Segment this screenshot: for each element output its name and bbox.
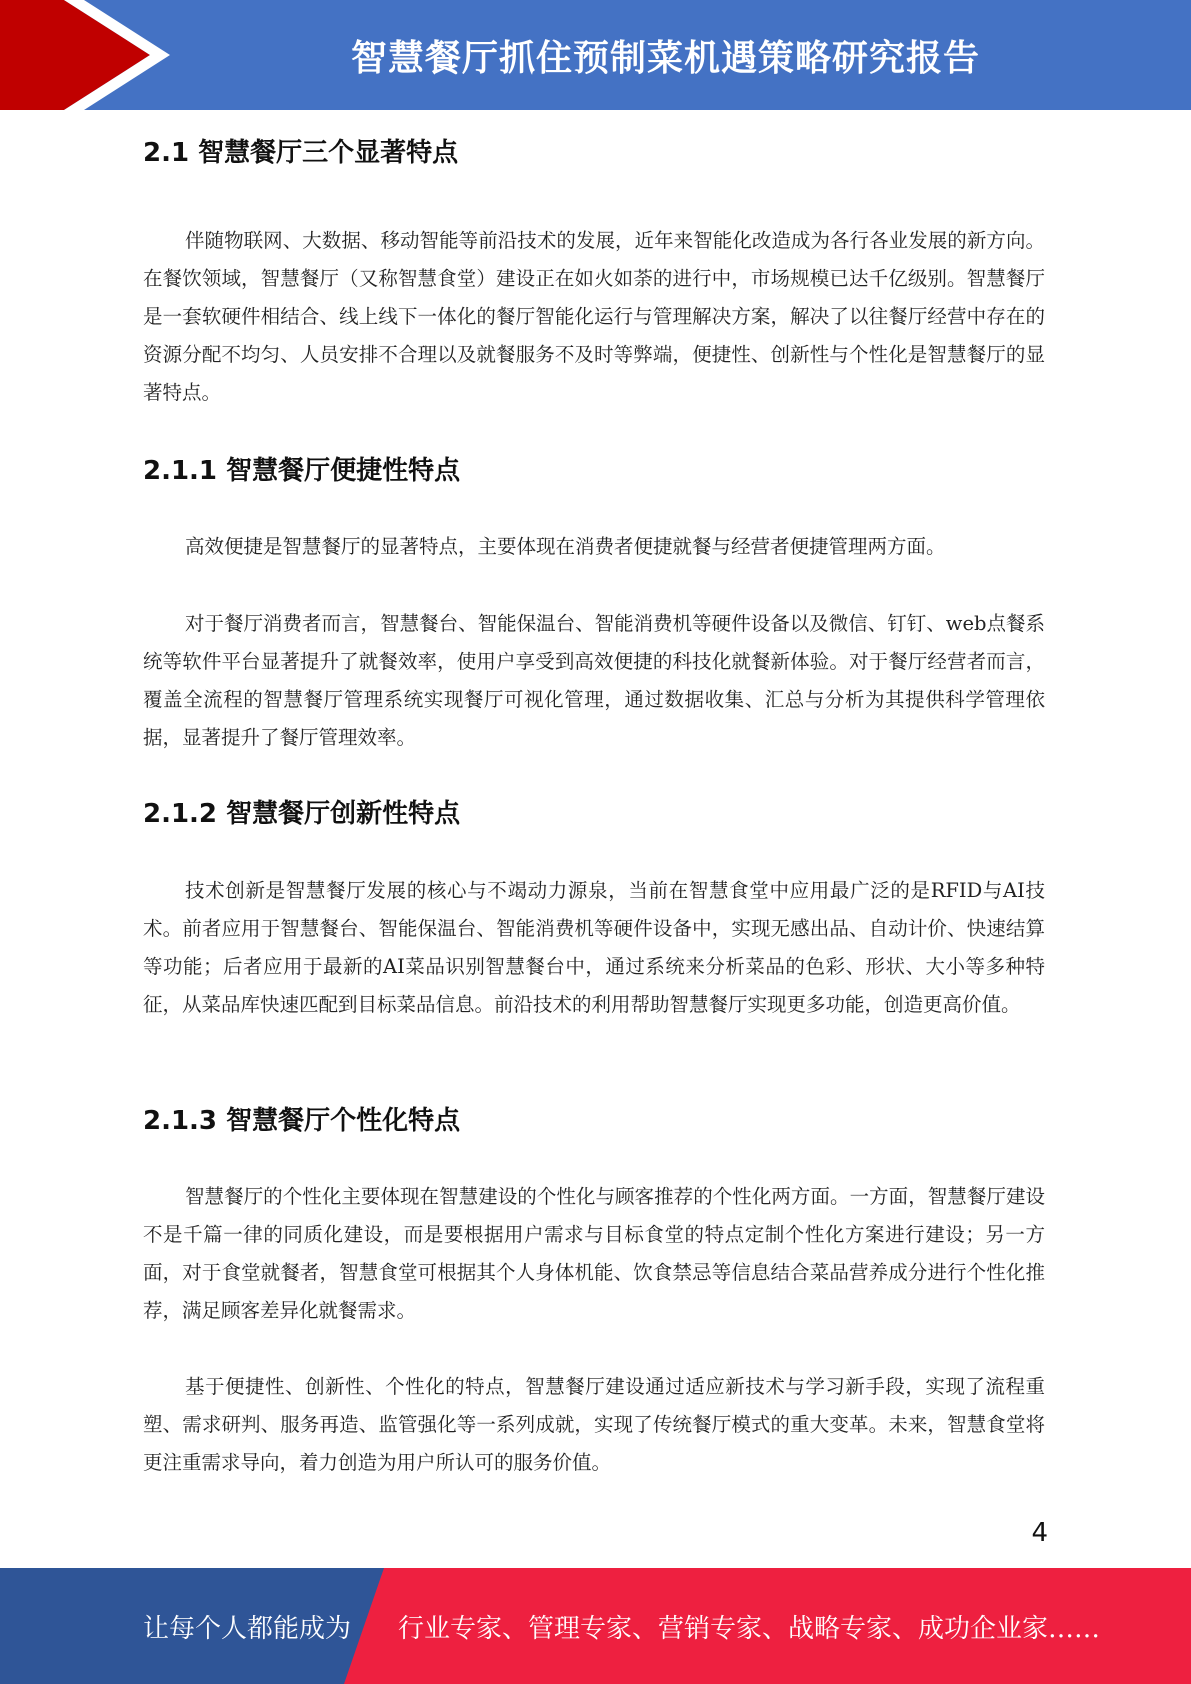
page-footer bbox=[0, 1568, 1191, 1684]
paragraph: 高效便捷是智慧餐厅的显著特点，主要体现在消费者便捷就餐与经营者便捷管理两方面。 bbox=[185, 535, 946, 558]
footer-slogan-left: 让每个人都能成为 bbox=[143, 1613, 352, 1644]
page-header bbox=[0, 0, 1191, 110]
page-number: 4 bbox=[1031, 1518, 1048, 1548]
section-heading: 2.1.1 智慧餐厅便捷性特点 bbox=[143, 456, 461, 486]
paragraph: 基于便捷性、创新性、个性化的特点，智慧餐厅建设通过适应新技术与学习新手段，实现了流程重塑、需求研判、服务再造、监管强化等一系列成就，实现了传统餐厅模式的重大变革。未来，智慧食堂将更注重需求导向，着力创造为用户所认可的服务价值。 bbox=[143, 1375, 1045, 1474]
report-title: 智慧餐厅抓住预制菜机遇策略研究报告 bbox=[350, 37, 980, 79]
paragraph: 智慧餐厅的个性化主要体现在智慧建设的个性化与顾客推荐的个性化两方面。一方面，智慧餐厅建设不是千篇一律的同质化建设，而是要根据用户需求与目标食堂的特点定制个性化方案进行建设；另一方面，对于食堂就餐者，智慧食堂可根据其个人身体机能、饮食禁忌等信息结合菜品营养成分进行个性化推荐，满足顾客差异化就餐需求。 bbox=[143, 1185, 1045, 1322]
section-heading: 2.1.3 智慧餐厅个性化特点 bbox=[143, 1106, 461, 1136]
section-heading: 2.1 智慧餐厅三个显著特点 bbox=[143, 138, 459, 168]
header-red-chevron bbox=[0, 0, 200, 110]
footer-slogan-right: 行业专家、管理专家、营销专家、战略专家、成功企业家…… bbox=[398, 1613, 1101, 1644]
section-heading: 2.1.2 智慧餐厅创新性特点 bbox=[143, 799, 461, 829]
paragraph: 技术创新是智慧餐厅发展的核心与不竭动力源泉，当前在智慧食堂中应用最广泛的是RFID与AI技术。前者应用于智慧餐台、智能保温台、智能消费机等硬件设备中，实现无感出品、自动计价、快速结算等功能；后者应用于最新的AI菜品识别智慧餐台中，通过系统来分析菜品的色彩、形状、大小等多种特征，从菜品库快速匹配到目标菜品信息。前沿技术的利用帮助智慧餐厅实现更多功能，创造更高价值。 bbox=[143, 879, 1045, 1016]
paragraph: 伴随物联网、大数据、移动智能等前沿技术的发展，近年来智能化改造成为各行各业发展的新方向。在餐饮领域，智慧餐厅（又称智慧食堂）建设正在如火如荼的进行中，市场规模已达千亿级别。智慧餐厅是一套软硬件相结合、线上线下一体化的餐厅智能化运行与管理解决方案，解决了以往餐厅经营中存在的资源分配不均匀、人员安排不合理以及就餐服务不及时等弊端，便捷性、创新性与个性化是智慧餐厅的显著特点。 bbox=[143, 229, 1045, 404]
paragraph: 对于餐厅消费者而言，智慧餐台、智能保温台、智能消费机等硬件设备以及微信、钉钉、web点餐系统等软件平台显著提升了就餐效率，使用户享受到高效便捷的科技化就餐新体验。对于餐厅经营者而言，覆盖全流程的智慧餐厅管理系统实现餐厅可视化管理，通过数据收集、汇总与分析为其提供科学管理依据，显著提升了餐厅管理效率。 bbox=[143, 612, 1045, 749]
